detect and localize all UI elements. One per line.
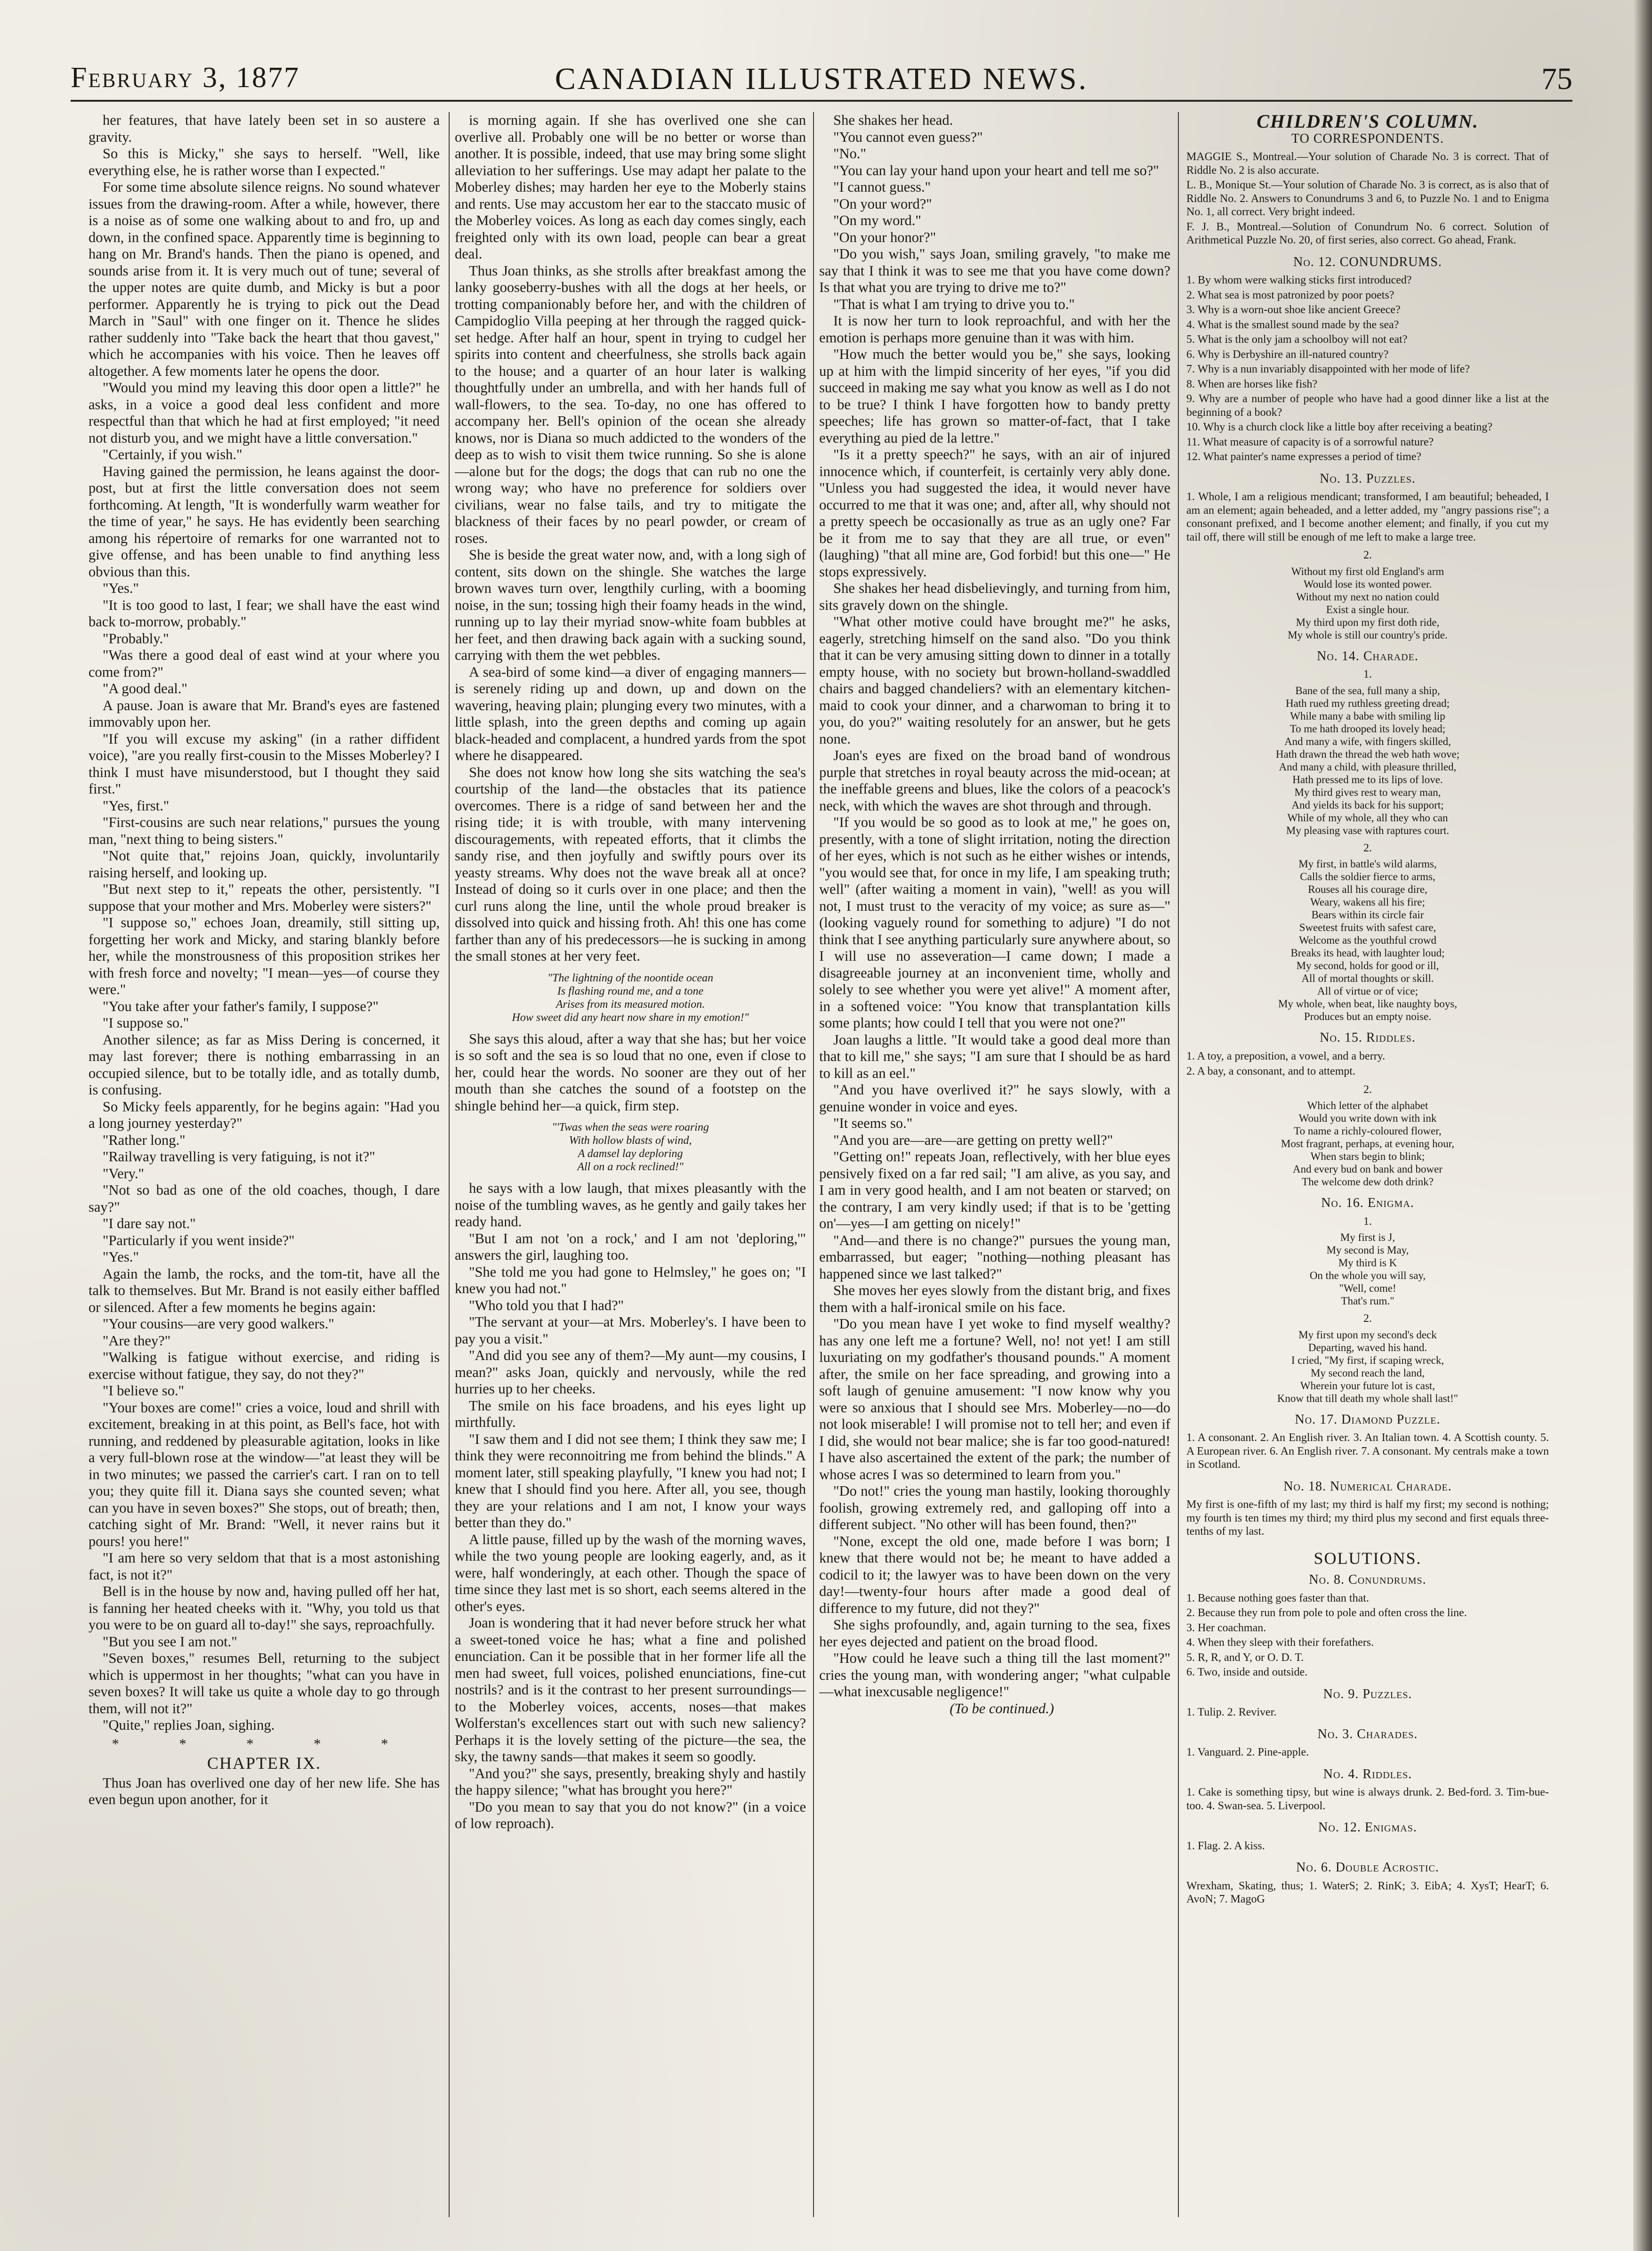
verse-quote [455, 1121, 806, 1174]
childrens-column-title: CHILDREN'S COLUMN. [1257, 112, 1479, 132]
paragraph: "You can lay your hand upon your heart and tell me so?" [833, 162, 1159, 178]
poem-line: Produces but an empty noise. [1304, 1011, 1432, 1022]
sol-riddles: 1. Cake is something tipsy, but wine is always drunk. 2. Bed-ford. 3. Tim-bue-too. 4. Swan-sea. 5. Liverpool. [1186, 1786, 1549, 1812]
verse-line: Is flashing round me, and a tone [557, 985, 704, 997]
paragraph: "First-cousins are such near relations," pursues the young man, "next thing to being sisters." [89, 814, 440, 847]
charade-1-number: 1. [1363, 668, 1372, 680]
charade-heading: No. 14. Charade. [1317, 648, 1418, 664]
sol-conundrums-list [1186, 1592, 1549, 1679]
poem-line: And every bud on bank and bower [1292, 1163, 1443, 1175]
paragraph: "Is it a pretty speech?" he says, with an air of injured innocence which, if counterfeit, is certainly very ably done. "Unless you had suggested the idea, it would never have occurred to me that it was one; and, after all, why should not a pretty speech be occasionally as true as an ugly one? Far be it from me to say that they are all true, or even" (laughing) "that all mine are, God forbid! but this one—" He stops expressively. [819, 446, 1170, 580]
solution-item: 5. R, R, and Y, or O. D. T. [1186, 1651, 1304, 1664]
poem-line: Welcome as the youthful crowd [1299, 934, 1436, 946]
conundrum-item: 11. What measure of capacity is of a sorrowful nature? [1186, 436, 1434, 448]
paragraph: "Getting on!" repeats Joan, reflectively, with her blue eyes pensively fixed on a far red sail; "I am alive, as you say, and I am in very good health, and I am not beaten or starved; on the contrary, I am very kindly used; if that is to be 'getting on'—yes—I am getting on nicely!" [819, 1149, 1170, 1231]
paragraph: "On your honor?" [833, 229, 936, 245]
paragraph: It is now her turn to look reproachful, and with her the emotion is perhaps more genuine than it was with him. [819, 313, 1170, 346]
enigma-1-number: 1. [1363, 1215, 1372, 1228]
paragraph: "She told me you had gone to Helmsley," he goes on; "I knew you had not." [455, 1263, 806, 1296]
conundrum-item: 12. What painter's name expresses a period of time? [1186, 451, 1422, 463]
paragraph: "And you have overlived it?" he says slowly, with a genuine wonder in voice and eyes. [819, 1082, 1170, 1115]
poem-line: My pleasing vase with raptures court. [1286, 824, 1450, 836]
column-3 [819, 112, 1170, 2217]
diamond-puzzle-heading: No. 17. Diamond Puzzle. [1295, 1412, 1441, 1427]
poem-line: My first upon my second's deck [1298, 1328, 1437, 1341]
sol-charades: 1. Vanguard. 2. Pine-apple. [1186, 1746, 1309, 1758]
paragraph: "Who told you that I had?" [469, 1297, 624, 1313]
paragraph: "If you would be so good as to look at me," he goes on, presently, with a tone of slight irritation, noting the direction of her eyes, which is not such as he either wishes or intends, "you would see that, for once in my life, I am speaking truth; well" (after waiting a moment in vain), "well! as you will not, I must trust to the veracity of my voice; as sure as—" (looking vaguely round for something to adjure) "I do not think that I see anything particularly sure anywhere about, so I will use no asseveration—I came down; I made a disagreeable journey at an inconvenient time, wholly and solely to see whether you were yet alive!" A moment after, in a softened voice: "You know that transplantation kills some plants; how could I tell that you were not one?" [819, 814, 1170, 1031]
paragraph: She moves her eyes slowly from the distant brig, and fixes them with a half-ironical smile on his face. [819, 1282, 1170, 1315]
paragraph: She shakes her head disbelievingly, and turning from him, sits gravely down on the shingle. [819, 580, 1170, 613]
paragraph: Thus Joan has overlived one day of her new life. She has even begun upon another, for it [89, 1774, 440, 1807]
masthead [71, 57, 1572, 104]
poem-line: Hath rued my ruthless greeting dread; [1285, 697, 1450, 709]
column-3-text [819, 112, 1170, 1700]
conundrum-item: 2. What sea is most patronized by poor poets? [1186, 289, 1394, 301]
paragraph: "That is what I am trying to drive you to." [833, 296, 1075, 312]
enigma-2-number: 2. [1363, 1312, 1372, 1325]
poem-line: My first is J, [1340, 1231, 1395, 1243]
paragraph: "Yes." [103, 580, 139, 596]
paragraph: Bell is in the house by now and, having pulled off her hat, is fanning her heated cheeks with it. "Why, you told us that you were to be on guard all to-day!" she says, reproachfully. [89, 1583, 440, 1633]
paragraph: She is beside the great water now, and, with a long sigh of content, sits down on the shingle. She watches the large brown waves turn over, lengthily curling, with a booming noise, in the sun; tossing high their foamy heads in the wind, running up to lay their myriad snow-white foam bubbles at her feet, and then drawing back again with a sucking sound, carrying with them the wet pebbles. [455, 547, 806, 663]
paragraph: "Yes." [103, 1249, 139, 1265]
sol-charades-heading: No. 3. Charades. [1317, 1726, 1418, 1741]
poem-line: My second, holds for good or ill, [1296, 960, 1439, 972]
paragraph: her features, that have lately been set in so austere a gravity. [89, 112, 440, 145]
poem-line: My whole, when beat, like naughty boys, [1278, 998, 1458, 1010]
sol-puzzles-heading: No. 9. Puzzles. [1323, 1686, 1412, 1701]
paragraph: "No." [833, 146, 866, 162]
poem-line: And yields its back for his support; [1291, 799, 1444, 811]
poem-line: That's rum." [1341, 1295, 1394, 1307]
poem-line: My whole is still our country's pride. [1288, 629, 1448, 641]
poem-line: My second is May, [1326, 1244, 1409, 1256]
sol-enigmas: 1. Flag. 2. A kiss. [1186, 1839, 1265, 1852]
poem-line: Bears within its circle fair [1311, 909, 1424, 921]
puzzle-2-number: 2. [1363, 549, 1372, 561]
charade-1-poem [1186, 684, 1549, 837]
paragraph: "Very." [103, 1165, 145, 1182]
conundrum-item: 5. What is the only jam a schoolboy will not eat? [1186, 333, 1408, 346]
conundrum-item: 10. Why is a church clock like a little boy after receiving a beating? [1186, 421, 1492, 433]
paragraph: "How could he leave such a thing till the last moment?" cries the young man, with wondering anger; "what culpable—what inexcusable negligence!" [819, 1650, 1170, 1700]
paragraph: "It is too good to last, I fear; we shall have the east wind back to-morrow, probably." [89, 597, 440, 630]
paragraph: "Do you wish," says Joan, smiling gravely, "to make me say that I think it was to see me that you have come down? Is that what you are trying to drive me to?" [819, 246, 1170, 295]
paragraph: Thus Joan thinks, as she strolls after breakfast among the lanky gooseberry-bushes with all the dogs at her heels, or trotting companionably before her, and with the children of Campidoglio Villa peeping at her through the ragged quick-set hedge. After half an hour, spent in trying to cudgel her spirits into content and cheerfulness, she strolls back again to the house; and a quarter of an hour later is walking thoughtfully under an umbrella, and with her hands full of wall-flowers, to the sea. To-day, no one has offered to accompany her. Bell's opinion of the ocean she already knows, nor is Diana so much addicted to the wonders of the deep as to wish to visit them twice running. So she is alone—alone but for the dogs; the dogs that can rub no one the wrong way; who have no preference for soldiers over civilians, wear no false tails, and try to mitigate the blackness of their faces by no pearl powder, or cream of roses. [455, 262, 806, 546]
column-rule [449, 112, 450, 2217]
poem-line: Which letter of the alphabet [1307, 1100, 1428, 1111]
paragraph: A pause. Joan is aware that Mr. Brand's eyes are fastened immovably upon her. [89, 697, 440, 730]
paragraph: "What other motive could have brought me?" he asks, eagerly, stretching himself on the sand also. "Do you think that it can be very amusing sitting down to dinner in a totally empty house, with no society but brown-holland-swaddled chairs and bagged chandeliers? with an elementary kitchen-maid to cook your dinner, and a charwoman to bring it to you, do you?" waiting resolutely for an answer, but he gets none. [819, 614, 1170, 747]
poem-line: On the whole you will say, [1309, 1270, 1426, 1281]
poem-line: All of mortal thoughts or skill. [1301, 972, 1434, 984]
poem-line: Would you write down with ink [1298, 1112, 1437, 1124]
poem-line: My third upon my first doth ride, [1296, 616, 1440, 628]
poem-line: I cried, "My first, if scaping wreck, [1291, 1354, 1444, 1366]
diamond-puzzle: 1. A consonant. 2. An English river. 3. An Italian town. 4. A Scottish county. 5. A European river. 6. An English river. 7. A consonant. My centrals make a town in Scotland. [1186, 1432, 1549, 1471]
verse-line: "'Twas when the seas were roaring [552, 1121, 709, 1134]
poem-line: Without my first old England's arm [1291, 565, 1444, 577]
paragraph: So this is Micky," she says to herself. "Well, like everything else, he is rather worse than I expected." [89, 146, 440, 178]
solution-item: 2. Because they run from pole to pole and often cross the line. [1186, 1607, 1467, 1619]
paragraph: Again the lamb, the rocks, and the tom-tit, have all the talk to themselves. But Mr. Brand is not easily either baffled or silenced. After a few moments he begins again: [89, 1265, 440, 1315]
correspondent-note: L. B., Monique St.—Your solution of Charade No. 3 is correct, as is also that of Riddle No. 2. Answers to Conundrums 3 and 6, to Puzzle No. 1 and to Enigma No. 1, all correct. Very bright indeed. [1186, 179, 1549, 218]
paragraph: "Quite," replies Joan, sighing. [103, 1717, 275, 1733]
paragraph: "And you?" she says, presently, breaking shyly and hastily the happy silence; "what has brought you here?" [455, 1765, 806, 1798]
verse-line: All on a rock reclined!" [577, 1161, 684, 1173]
paragraph: is morning again. If she has overlived one she can overlive all. Probably one will be no better or worse than another. It is possible, indeed, that use may bring some slight alleviation to her sufferings. Use may adapt her palate to the Moberley dishes; may harden her eye to the Moberly stains and rents. Use may accustom her ear to the staccato music of the Moberley voices. As long as each day comes singly, each freighted only with its own load, people can bear a great deal. [455, 112, 806, 262]
paragraph: "On your word?" [833, 195, 932, 212]
conundrums-list [1186, 274, 1549, 464]
paragraph: Joan is wondering that it had never before struck her what a sweet-toned voice he has; what a fine and polished enunciation. Can it be possible that in her former life all the men had sweet, full voices, polished enunciations, fine-cut nostrils? and is it the contrast to her present surroundings—to the Moberley voices, accents, noses—that makes Wolferstan's excellences start out with such new saliency? Perhaps it is the lovely setting of the picture—the sea, the sky, the tawny sands—that makes it seem so goodly. [455, 1615, 806, 1765]
paragraph: "And—and there is no change?" pursues the young man, embarrassed, but eager; "nothing—nothing pleasant has happened since we last talked?" [819, 1232, 1170, 1282]
correspondents-list [1186, 150, 1549, 247]
paragraph: She does not know how long she sits watching the sea's courtship of the land—the obstacles that its patience overcomes. There is a ridge of sand between her and the rising tide; it is with trouble, with many intervening discouragements, with repeated efforts, that it climbs the sandy rise, and then joyfully and swiftly pours over its yeasty streams. Why does not the wave break all at once? Instead of doing so it curls over in one place; and then the curl runs along the line, until the whole proud breaker is dissolved into quick and hissing froth. Ah! this one has come farther than any of his predecessors—he is sucking in among the small stones at her very feet. [455, 764, 806, 964]
paragraph: "Walking is fatigue without exercise, and riding is exercise without fatigue, they say, do not they?" [89, 1349, 440, 1382]
paragraph: "Your boxes are come!" cries a voice, loud and shrill with excitement, breaking in at this point, as Bell's face, hot with running, and reddened by pleasurable agitation, looks in like a very full-blown rose at the window—"at least they will be in two minutes; we passed the carrier's cart. I ran on to tell you; they quite fill it. Diana says she counted seven; what can you have in seven boxes?" She stops, out of breath; then, catching sight of Mr. Brand: "Well, it never rains but it pours! you here!" [89, 1399, 440, 1549]
column-2-text [455, 112, 806, 965]
solution-item: 3. Her coachman. [1186, 1621, 1266, 1634]
verse-line: "The lightning of the noontide ocean [547, 972, 714, 984]
paragraph: A little pause, filled up by the wash of the morning waves, while the two young people are looking eagerly, and, as it were, half wonderingly, at each other. Though the space of time since they last met is so short, each seems altered in the other's eyes. [455, 1531, 806, 1614]
column-2-end-text [455, 1180, 806, 1832]
verse-line: How sweet did any heart now share in my emotion!" [512, 1011, 749, 1024]
conundrum-item: 7. Why is a nun invariably disappointed with her mode of life? [1186, 363, 1470, 375]
paragraph: "A good deal." [103, 680, 187, 696]
paragraph: "Rather long." [103, 1132, 185, 1148]
verse-line: Arises from its measured motion. [556, 998, 705, 1011]
poem-line: And many a child, with pleasure thrilled, [1279, 761, 1457, 773]
poem-line: Wherein your future lot is cast, [1300, 1379, 1435, 1392]
puzzle-2-poem [1186, 565, 1549, 641]
column-1-text [89, 112, 440, 1734]
solution-item: 1. Because nothing goes faster than that. [1186, 1592, 1369, 1604]
poem-line: My third gives rest to weary man, [1294, 786, 1441, 798]
paragraph: "But you see I am not." [103, 1633, 237, 1650]
verse-quote [455, 972, 806, 1024]
puzzles-heading: No. 13. Puzzles. [1320, 471, 1416, 486]
poem-line: Hath drawn the thread the web hath wove; [1275, 748, 1460, 760]
paragraph: "I cannot guess." [833, 179, 931, 195]
paragraph: "But next step to it," repeats the other, persistently. "I suppose that your mother and Mrs. Moberley were sisters?" [89, 881, 440, 914]
poem-line: Most fragrant, perhaps, at evening hour, [1281, 1138, 1455, 1150]
paragraph: "I believe so." [103, 1383, 185, 1399]
verse-line: A damsel lay deploring [578, 1148, 683, 1160]
poem-line: Without my next no nation could [1296, 591, 1439, 603]
enigma-2-poem [1186, 1328, 1549, 1405]
conundrum-item: 4. What is the smallest sound made by the sea? [1186, 318, 1399, 331]
paragraph: She shakes her head. [833, 112, 953, 128]
paragraph: "Are they?" [103, 1332, 171, 1349]
poem-line: To me hath drooped its lovely head; [1289, 722, 1446, 735]
solution-item: 6. Two, inside and outside. [1186, 1666, 1308, 1678]
paragraph: "I am here so very seldom that that is a most astonishing fact, is not it?" [89, 1550, 440, 1583]
paragraph: "I saw them and I did not see them; I think they saw me; I think they were reconnoitring me from behind the blinds." A moment later, still speaking playfully, "I knew you had not; I knew that I should find you here. After all, you see, though they are your relations and I am not, I know your ways better than they do." [455, 1431, 806, 1530]
page-edge [1633, 0, 1652, 2251]
paragraph: She sighs profoundly, and, again turning to the sea, fixes her eyes dejected and patient on the broad flood. [819, 1617, 1170, 1650]
poem-line: Weary, wakens all his fire; [1310, 896, 1425, 908]
puzzle-1: 1. Whole, I am a religious mendicant; transformed, I am beautiful; beheaded, I am an element; again beheaded, and a letter added, my "angry passions rise"; a consonant prefixed, and I become another element; and finally, if you cut my tail off, there will still be enough of me left to make a large tree. [1186, 491, 1549, 543]
paragraph: "And you are—are—are getting on pretty well?" [833, 1132, 1113, 1148]
riddle-1b: 2. A bay, a consonant, and to attempt. [1186, 1065, 1356, 1077]
header-rule [71, 100, 1572, 102]
poem-line: And many a wife, with fingers skilled, [1284, 735, 1451, 747]
poem-line: When stars begin to blink; [1310, 1150, 1425, 1162]
paragraph: "Yes, first." [103, 797, 169, 814]
poem-line: To name a richly-coloured flower, [1294, 1125, 1442, 1137]
conundrum-item: 9. Why are a number of people who have had a good dinner like a list at the beginning of a book? [1186, 393, 1549, 419]
riddle-2-poem [1186, 1099, 1549, 1188]
to-correspondents-heading: TO CORRESPONDENTS. [1291, 131, 1444, 146]
sol-conundrums-heading: No. 8. Conundrums. [1309, 1572, 1426, 1587]
sol-acrostic: Wrexham, Skating, thus; 1. WaterS; 2. RinK; 3. EibA; 4. XysT; HearT; 6. AvoN; 7. MagoG [1186, 1879, 1549, 1905]
numerical-charade: My first is one-fifth of my last; my third is half my first; my second is nothing; my fourth is ten times my third; my third plus my second and first equals three-tenths of my last. [1186, 1498, 1549, 1538]
sol-puzzles: 1. Tulip. 2. Reviver. [1186, 1706, 1277, 1718]
paragraph: A sea-bird of some kind—a diver of engaging manners—is serenely riding up and down, up and down on the wavering, heaving plain; plunging every two minutes, with a little splash, into the green depths and coming up again black-headed and complacent, a hundred yards from the spot where he disappeared. [455, 664, 806, 763]
paragraph: So Micky feels apparently, for he begins again: "Had you a long journey yesterday?" [89, 1098, 440, 1131]
paragraph: "The servant at your—at Mrs. Moberley's. I have been to pay you a visit." [455, 1314, 806, 1347]
sol-enigmas-heading: No. 12. Enigmas. [1318, 1820, 1417, 1835]
paragraph: "Certainly, if you wish." [103, 446, 242, 462]
riddles-heading: No. 15. Riddles. [1320, 1030, 1416, 1045]
childrens-column [1186, 112, 1549, 2217]
paragraph: "Seven boxes," resumes Bell, returning to the subject which is uppermost in her thoughts; "what can you have in seven boxes? It will take us quite a whole day to go through them, will not it?" [89, 1650, 440, 1717]
paragraph: "Not quite that," rejoins Joan, quickly, involuntarily raising herself, and looking up. [89, 848, 440, 881]
riddle-2-number: 2. [1363, 1083, 1372, 1096]
paragraph: "Your cousins—are very good walkers." [103, 1316, 334, 1332]
verse-line: With hollow blasts of wind, [569, 1134, 692, 1147]
column-rule [1178, 112, 1179, 2217]
paragraph: "I suppose so," echoes Joan, dreamily, still sitting up, forgetting her work and Micky, and staring blankly before her, while the monstrousness of this proposition strikes her with fresh force and novelty; "I mean—yes—of course they were." [89, 915, 440, 997]
poem-line: Breaks its head, with laughter loud; [1290, 947, 1445, 959]
column-rule [813, 112, 814, 2217]
charade-2-poem [1186, 858, 1549, 1023]
paragraph: Having gained the permission, he leans against the door-post, but at first the little conversation does not seem forthcoming. At length, "It is wonderfully warm weather for the time of year," he says. He has evidently been searching among his répertoire of remarks for one warranted not to give offense, and has been unable to find anything less obvious than this. [89, 463, 440, 580]
poem-line: While of my whole, all they who can [1287, 811, 1448, 824]
poem-line: All of virtue or of vice; [1317, 985, 1418, 997]
paragraph: Joan's eyes are fixed on the broad band of wondrous purple that stretches in royal beauty across the mid-ocean; at the ineffable greens and blues, like the colors of a peacock's neck, with which the waves are shot through and through. [819, 747, 1170, 814]
enigma-heading: No. 16. Enigma. [1321, 1196, 1414, 1210]
paragraph: "Not so bad as one of the old coaches, though, I dare say?" [89, 1182, 440, 1215]
paragraph: "You cannot even guess?" [833, 129, 983, 145]
paragraph: "Probably." [103, 630, 169, 647]
conundrum-item: 3. Why is a worn-out shoe like ancient Greece? [1186, 304, 1401, 316]
column-1-after-text [89, 1775, 440, 1808]
conundrums-heading: No. 12. CONUNDRUMS. [1293, 254, 1442, 269]
poem-line: The welcome dew doth drink? [1302, 1176, 1434, 1188]
paragraph: For some time absolute silence reigns. No sound whatever issues from the drawing-room. After a while, however, there is a noise as of some one walking about to and fro, up and down, in the confined space. Apparently time is beginning to hang on Mr. Brand's hands. Then the piano is opened, and sounds arise from it. It is very much out of tune; several of the upper notes are quite dumb, and Micky is but a poor performer. Apparently he is trying to pick out the Dead March in "Saul" with one finger on it. Thence he slides rather suddenly into "Take back the heart that thou gavest," which he accompanies with his voice. Then he leaves off altogether. A few moments later he opens the door. [89, 179, 440, 379]
poem-line: Know that till death my whole shall last!" [1277, 1392, 1459, 1404]
sol-acrostic-heading: No. 6. Double Acrostic. [1296, 1860, 1439, 1875]
paragraph: "It seems so." [833, 1115, 913, 1131]
numerical-charade-heading: No. 18. Numerical Charade. [1283, 1479, 1452, 1494]
paragraph: "Was there a good deal of east wind at your where you come from?" [89, 647, 440, 680]
paragraph: "How much the better would you be," she says, looking up at him with the limpid sincerity of her eyes, "if you did succeed in making me say what you know as well as I do not to be true? I think I have forgotten how to bandy pretty speeches; life has grown so matter-of-fact, that I take everything au pied de la lettre." [819, 346, 1170, 446]
paragraph: "Would you mind my leaving this door open a little?" he asks, in a voice a good deal less confident and more respectful than that which he had at first employed; "it need not disturb you, and we might have a little conversation." [89, 380, 440, 446]
solutions-heading: SOLUTIONS. [1314, 1548, 1422, 1568]
column-2 [455, 112, 806, 2217]
charade-2-number: 2. [1363, 842, 1372, 854]
paragraph: "And did you see any of them?—My aunt—my cousins, I mean?" asks Joan, quickly and nervously, while the red hurries up to her cheeks. [455, 1347, 806, 1397]
solution-item: 4. When they sleep with their forefathers. [1186, 1636, 1374, 1649]
poem-line: "Well, come! [1339, 1282, 1396, 1294]
poem-line: My third is K [1338, 1257, 1397, 1269]
to-be-continued: (To be continued.) [950, 1700, 1054, 1717]
section-stars: * * * * * [112, 1735, 417, 1752]
enigma-1-poem [1186, 1231, 1549, 1307]
paragraph: "Do you mean to say that you do not know?" (in a voice of low reproach). [455, 1798, 806, 1831]
poem-line: Hath pressed me to its lips of love. [1292, 773, 1443, 785]
chapter-heading: CHAPTER IX. [207, 1754, 321, 1773]
paragraph: "None, except the old one, made before I was born; I knew that there would not be; he meant to have added a codicil to it; the lawyer was to have been down on the very day!—twenty-four hours after made a good deal of difference to my future, did not they?" [819, 1533, 1170, 1616]
paragraph: "Railway travelling is very fatiguing, is not it?" [103, 1149, 375, 1165]
paragraph: "On my word." [833, 212, 921, 228]
paragraph: Another silence; as far as Miss Dering is concerned, it may last forever; there is nothing embarrassing in an occupied silence, but to be totally idle, and as totally dumb, is confusing. [89, 1031, 440, 1098]
poem-line: While many a babe with smiling lip [1290, 710, 1445, 722]
paragraph: "You take after your father's family, I suppose?" [103, 998, 379, 1014]
correspondent-note: F. J. B., Montreal.—Solution of Conundrum No. 6 correct. Solution of Arithmetical Puzzle No. 20, of first series, also correct. Go ahead, Frank. [1186, 220, 1549, 246]
poem-line: Sweetest fruits with safest care, [1299, 922, 1436, 933]
column-2-mid-text [455, 1031, 806, 1115]
paragraph: "Particularly if you went inside?" [103, 1232, 295, 1248]
paragraph: She says this aloud, after a way that she has; but her voice is so soft and the sea is so loud that no one, even if close to her, could hear the words. No sooner are they out of her mouth than she catches the sound of a footstep on the shingle behind her—a quick, firm step. [455, 1030, 806, 1114]
conundrum-item: 8. When are horses like fish? [1186, 378, 1318, 390]
conundrum-item: 1. By whom were walking sticks first introduced? [1186, 274, 1412, 286]
conundrum-item: 6. Why is Derbyshire an ill-natured country? [1186, 348, 1389, 361]
paper-title: CANADIAN ILLUSTRATED NEWS. [555, 62, 1088, 96]
column-1 [89, 112, 440, 2217]
riddle-1: 1. A toy, a preposition, a vowel, and a berry. [1186, 1050, 1386, 1062]
paragraph: "But I am not 'on a rock,' and I am not 'deploring,'" answers the girl, laughing too. [455, 1230, 806, 1263]
correspondent-note: MAGGIE S., Montreal.—Your solution of Charade No. 3 is correct. That of Riddle No. 2 is also accurate. [1186, 151, 1549, 177]
poem-line: Calls the soldier fierce to arms, [1300, 871, 1435, 883]
paragraph: "Do you mean have I yet woke to find myself wealthy? has any one left me a fortune? Well, no! not yet! I am still luxuriating on my godfather's thousand pounds." A moment after, the smile on her face spreading, and growing into a soft laugh of genuine amusement: "I now know why you were so anxious that I should see Mrs. Moberley—no—do not look miserable! I will promise not to tell her; and even if I did, she would not bear malice; she is far too good-natured! I have also ascertained the extent of the park; the number of whose acres I was so determined to learn from you." [819, 1316, 1170, 1482]
paragraph: "I suppose so." [103, 1015, 189, 1031]
poem-line: My first, in battle's wild alarms, [1298, 858, 1437, 870]
paragraph: The smile on his face broadens, and his eyes light up mirthfully. [455, 1397, 806, 1430]
poem-line: My second reach the land, [1310, 1367, 1425, 1379]
paragraph: "Do not!" cries the young man hastily, looking thoroughly foolish, growing extremely red, and galloping off into a different subject. "No other will has been found, then?" [819, 1483, 1170, 1532]
poem-line: Exist a single hour. [1326, 603, 1410, 615]
poem-line: Rouses all his courage dire, [1308, 883, 1427, 895]
paragraph: "If you will excuse my asking" (in a rather diffident voice), "are you really first-cousin to the Misses Moberley? I think I must have misunderstood, but I thought they said first." [89, 730, 440, 797]
page-number: 75 [1541, 62, 1572, 96]
issue-date: February 3, 1877 [71, 62, 300, 94]
poem-line: Would lose its wonted power. [1303, 578, 1432, 590]
poem-line: Departing, waved his hand. [1308, 1341, 1427, 1353]
paragraph: "I dare say not." [103, 1215, 196, 1231]
poem-line: Bane of the sea, full many a ship, [1295, 684, 1440, 696]
sol-riddles-heading: No. 4. Riddles. [1323, 1766, 1412, 1781]
paragraph: Joan laughs a little. "It would take a good deal more than that to kill me," she says; "I am sure that I should be as hard to kill as an eel." [819, 1031, 1170, 1081]
paragraph: he says with a low laugh, that mixes pleasantly with the noise of the tumbling waves, as he gently and gaily takes her ready hand. [455, 1180, 806, 1230]
